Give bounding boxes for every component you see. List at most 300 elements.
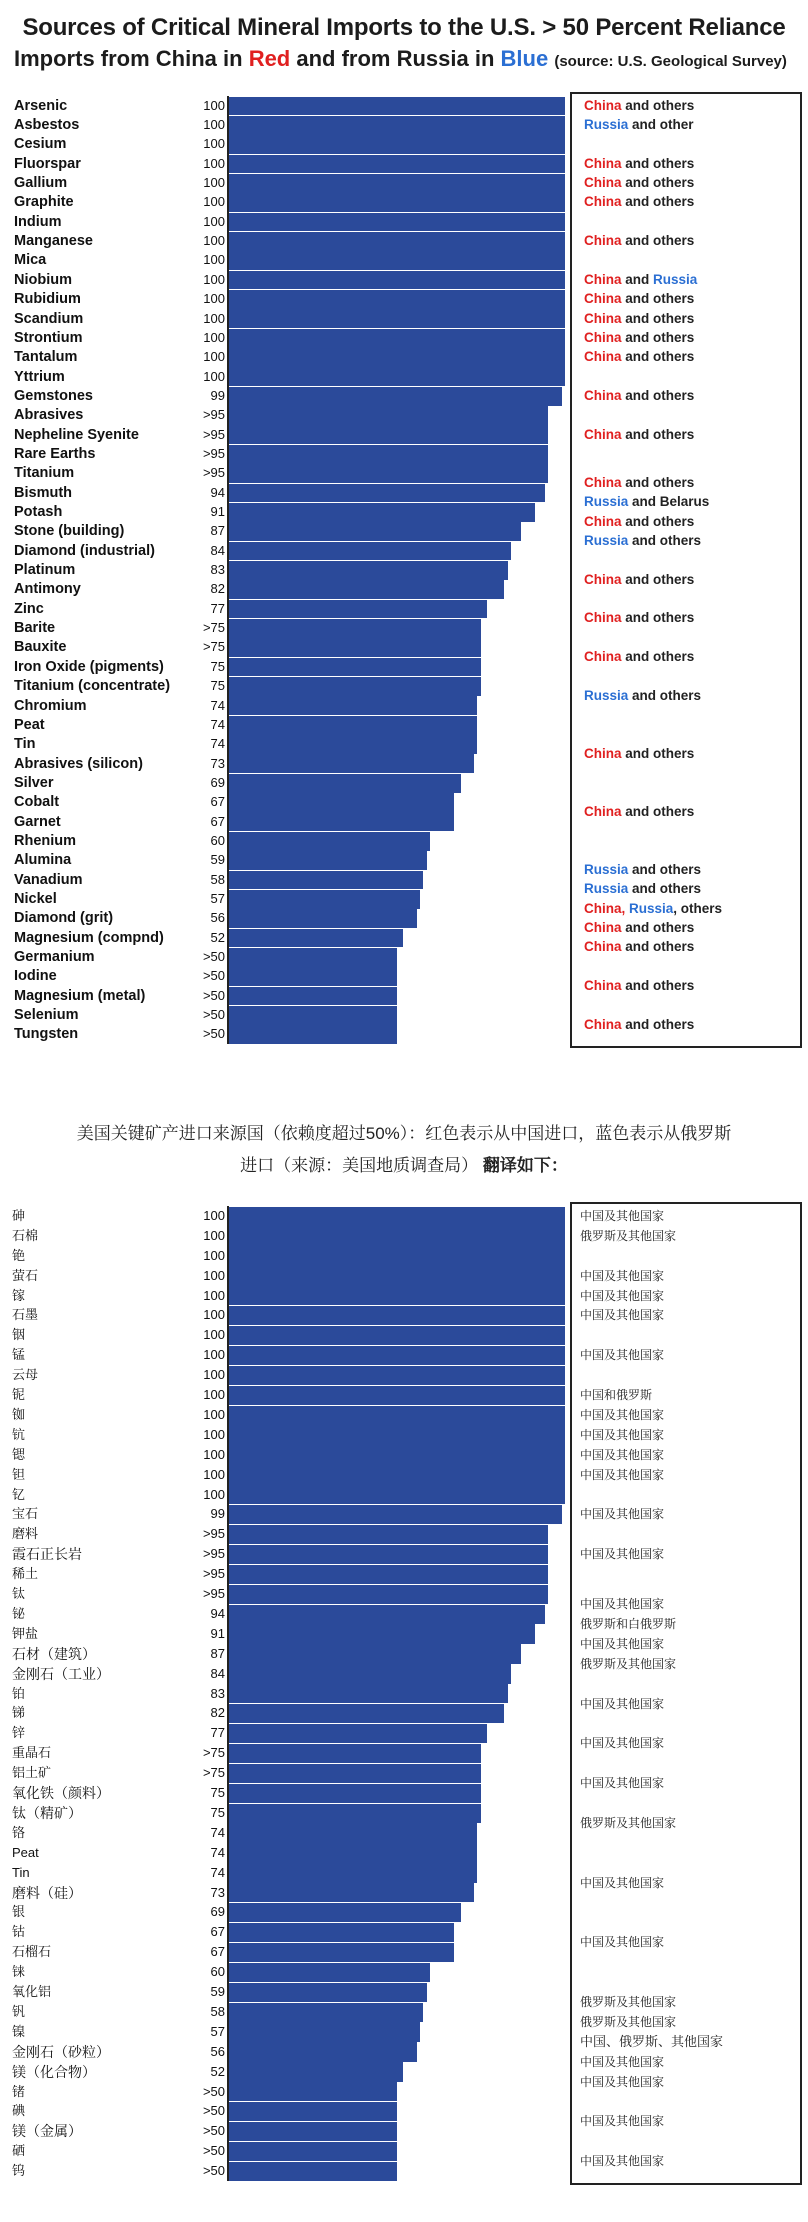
- value-label: 67: [210, 1924, 225, 1940]
- value-label: 100: [203, 117, 225, 133]
- category-label-zh: 石榴石: [12, 1944, 52, 1960]
- note-text: and others: [621, 571, 695, 587]
- subtitle-part-3: and from Russia in: [290, 46, 501, 71]
- note-text: and others: [621, 233, 695, 249]
- category-label-zh: 钪: [12, 1426, 26, 1442]
- category-label: [14, 213, 62, 231]
- category-label: [14, 716, 45, 734]
- category-name: Tungsten: [14, 1026, 79, 1043]
- annotation-note-zh: 中国及其他国家: [580, 2114, 665, 2129]
- value-label: >50: [202, 2083, 225, 2099]
- value-label: 100: [203, 1207, 225, 1223]
- annotation-note-zh: 中国及其他国家: [580, 1935, 665, 1950]
- russia-country: Russia: [584, 533, 629, 549]
- china-country: China: [584, 920, 622, 936]
- bar: [228, 251, 565, 270]
- bar: [228, 1744, 481, 1763]
- category-label-zh: 锶: [12, 1446, 26, 1462]
- category-label: [14, 677, 170, 695]
- category-label-zh: 锰: [12, 1347, 26, 1363]
- category-label: [14, 348, 77, 366]
- subtitle-red-word: Red: [248, 46, 291, 71]
- category-label-zh: 铝土矿: [12, 1765, 52, 1781]
- value-label: >75: [202, 620, 225, 636]
- bar: [228, 1386, 565, 1405]
- china-country: China: [584, 310, 622, 326]
- category-label-zh: 重晶石: [12, 1745, 52, 1761]
- annotation-note-zh: 中国及其他国家: [580, 1467, 665, 1482]
- bar: [228, 967, 397, 986]
- category-label-zh: 铯: [12, 1247, 26, 1263]
- value-label: 100: [203, 1287, 225, 1303]
- value-label: 69: [210, 774, 225, 790]
- category-name: Iron Oxide (pigments): [14, 658, 164, 675]
- value-label: 100: [203, 310, 225, 326]
- category-label-zh: 萤石: [12, 1267, 39, 1283]
- note-text: and others: [628, 687, 702, 703]
- value-label: 100: [203, 1466, 225, 1482]
- category-label: [14, 503, 62, 521]
- bar: [228, 1545, 548, 1564]
- china-country: China: [584, 349, 622, 365]
- category-label-zh: 铌: [12, 1387, 26, 1403]
- bar: [228, 1346, 565, 1365]
- note-text: and others: [621, 291, 695, 307]
- category-label: [14, 697, 87, 715]
- category-label: [14, 890, 57, 908]
- chart-source: (source: U.S. Geological Survey): [554, 53, 787, 70]
- category-name: Barite: [14, 620, 56, 637]
- china-country: China: [584, 610, 622, 626]
- annotation-note: [584, 233, 694, 249]
- bar: [228, 987, 397, 1006]
- bar: [228, 1425, 565, 1444]
- category-name: Fluorspar: [14, 155, 81, 172]
- chart-subtitle: [14, 46, 804, 72]
- value-label: 74: [210, 1824, 225, 1840]
- note-text: and others: [621, 978, 695, 994]
- annotation-note-zh: 中国及其他国家: [580, 2074, 665, 2089]
- value-label: 83: [210, 562, 225, 578]
- bar: [228, 871, 423, 890]
- russia-country: Russia: [584, 687, 629, 703]
- category-label: [14, 116, 79, 134]
- category-name: Asbestos: [14, 117, 80, 134]
- category-label: [14, 1025, 78, 1043]
- annotation-note: [584, 272, 697, 288]
- value-label: 91: [210, 504, 225, 520]
- value-label: 100: [203, 1446, 225, 1462]
- category-label-zh: 磨料: [12, 1526, 39, 1542]
- category-label-zh: 锗: [12, 2083, 26, 2099]
- annotation-note-zh: 中国及其他国家: [580, 1736, 665, 1751]
- value-label: >95: [202, 445, 225, 461]
- note-text: and others: [621, 610, 695, 626]
- value-label: 100: [203, 1406, 225, 1422]
- category-label: [14, 542, 155, 560]
- category-name: Bauxite: [14, 639, 67, 656]
- category-label: [14, 813, 61, 831]
- translation-caption: [0, 1118, 808, 1182]
- value-label: >95: [202, 1586, 225, 1602]
- bar: [228, 638, 481, 657]
- value-label: 87: [210, 523, 225, 539]
- annotation-note-zh: 俄罗斯及其他国家: [580, 1656, 677, 1671]
- category-label: [14, 832, 76, 850]
- bar: [228, 2082, 397, 2101]
- annotation-note: [584, 514, 694, 530]
- category-name: Titanium (concentrate): [14, 678, 171, 695]
- china-country: China: [584, 155, 622, 171]
- category-label-zh: 钒: [12, 2003, 26, 2019]
- bar: [228, 774, 461, 793]
- note-text: and others: [621, 745, 695, 761]
- axis-baseline: [227, 96, 229, 1044]
- china-country: China: [584, 271, 622, 287]
- category-label-zh: 硒: [12, 2143, 26, 2159]
- value-label: >50: [202, 987, 225, 1003]
- bar: [228, 1624, 535, 1643]
- value-label: 99: [210, 1506, 225, 1522]
- value-label: 100: [203, 329, 225, 345]
- category-label: [14, 97, 67, 115]
- china-country: China: [584, 745, 622, 761]
- value-label: 74: [210, 697, 225, 713]
- category-label-zh: 铬: [12, 1824, 26, 1840]
- value-label: 60: [210, 832, 225, 848]
- value-label: >50: [202, 1026, 225, 1042]
- bar: [228, 1923, 454, 1942]
- china-country: China: [584, 97, 622, 113]
- note-text: and others: [621, 426, 695, 442]
- bar: [228, 793, 454, 812]
- value-label: 67: [210, 1944, 225, 1960]
- annotation-note: [584, 475, 694, 491]
- value-label: 100: [203, 1267, 225, 1283]
- annotation-note: [584, 388, 694, 404]
- bar: [228, 1326, 565, 1345]
- annotation-note-zh: 中国及其他国家: [580, 1407, 665, 1422]
- category-label-zh: 铷: [12, 1406, 26, 1422]
- category-name: Strontium: [14, 329, 83, 346]
- china-country: China: [584, 233, 622, 249]
- bar: [228, 1406, 565, 1425]
- russia-country: Russia: [629, 900, 674, 916]
- category-name: Tantalum: [14, 349, 78, 366]
- category-label: [14, 735, 35, 753]
- category-label-zh: 钛: [12, 1586, 26, 1602]
- annotation-note-zh: 中国及其他国家: [580, 1308, 665, 1323]
- category-label-zh: 铼: [12, 1964, 26, 1980]
- annotation-note: [584, 427, 694, 443]
- category-label-zh: 钽: [12, 1466, 26, 1482]
- category-label: [14, 135, 66, 153]
- annotation-note-zh: 中国及其他国家: [580, 1507, 665, 1522]
- value-label: 77: [210, 1725, 225, 1741]
- category-label: [14, 755, 143, 773]
- category-label-zh: 石棉: [12, 1227, 39, 1243]
- bar: [228, 1823, 477, 1842]
- category-label-zh: 钴: [12, 1924, 26, 1940]
- annotation-note-zh: 中国及其他国家: [580, 2054, 665, 2069]
- annotation-note-zh: 俄罗斯及其他国家: [580, 1228, 677, 1243]
- category-label-zh: 镍: [12, 2023, 26, 2039]
- category-label: [14, 290, 81, 308]
- annotation-note: [584, 156, 694, 172]
- value-label: 100: [203, 1327, 225, 1343]
- annotation-note: [584, 688, 701, 704]
- value-label: 74: [210, 1864, 225, 1880]
- china-country: China: [584, 939, 622, 955]
- bar: [228, 1883, 474, 1902]
- bar: [228, 116, 565, 135]
- bar: [228, 1366, 565, 1385]
- value-label: 75: [210, 1804, 225, 1820]
- bar: [228, 696, 477, 715]
- value-label: 58: [210, 2003, 225, 2019]
- annotation-note: [584, 494, 709, 510]
- bar: [228, 97, 565, 116]
- subtitle-part-1: Imports from China in: [14, 46, 249, 71]
- china-country: China: [584, 1016, 622, 1032]
- annotation-note: [584, 901, 722, 917]
- value-label: 100: [203, 155, 225, 171]
- bar: [228, 677, 481, 696]
- china-country: China: [584, 649, 622, 665]
- category-label-zh: 锑: [12, 1705, 26, 1721]
- bar: [228, 1006, 397, 1025]
- annotation-note: [584, 649, 694, 665]
- bar: [228, 271, 565, 290]
- value-label: 100: [203, 136, 225, 152]
- value-label: 77: [210, 600, 225, 616]
- value-label: >75: [202, 639, 225, 655]
- bar: [228, 1644, 521, 1663]
- china-country: China: [584, 175, 622, 191]
- china-country: China: [584, 475, 622, 490]
- bar: [228, 135, 565, 154]
- value-label: >50: [202, 968, 225, 984]
- note-text: and others: [621, 97, 695, 113]
- category-label: [14, 445, 95, 463]
- value-label: 58: [210, 871, 225, 887]
- note-text: and others: [628, 881, 702, 897]
- category-label-zh: 铟: [12, 1327, 26, 1343]
- value-label: 100: [203, 1387, 225, 1403]
- bar: [228, 1605, 545, 1624]
- value-label: >95: [202, 1526, 225, 1542]
- category-name: Germanium: [14, 949, 95, 966]
- category-label: [14, 406, 83, 424]
- value-label: >50: [202, 2163, 225, 2179]
- value-label: >95: [202, 465, 225, 481]
- category-name: Scandium: [14, 310, 84, 327]
- category-label: [14, 155, 81, 173]
- chart-title: Sources of Critical Mineral Imports to the U.S. > 50 Percent Reliance: [22, 14, 786, 41]
- category-name: Titanium: [14, 465, 75, 482]
- bar: [228, 193, 565, 212]
- axis-baseline: [227, 1206, 229, 2181]
- bar: [228, 890, 420, 909]
- value-label: 91: [210, 1625, 225, 1641]
- value-label: 74: [210, 716, 225, 732]
- russia-country: Russia: [584, 862, 629, 877]
- value-label: 100: [203, 1247, 225, 1263]
- note-text: and other: [628, 117, 694, 133]
- bar: [228, 484, 545, 503]
- value-label: 99: [210, 387, 225, 403]
- category-label: [14, 929, 164, 947]
- bar: [228, 445, 548, 464]
- note-text: and others: [628, 533, 702, 549]
- category-name: Platinum: [14, 562, 76, 579]
- category-label: [14, 368, 65, 386]
- bar: [228, 2022, 420, 2041]
- category-name: Abrasives: [14, 407, 84, 424]
- value-label: 100: [203, 1347, 225, 1363]
- bar: [228, 754, 474, 773]
- value-label: 75: [210, 1785, 225, 1801]
- category-label: [14, 774, 54, 792]
- value-label: 60: [210, 1964, 225, 1980]
- bar: [228, 1903, 461, 1922]
- value-label: 56: [210, 910, 225, 926]
- bar: [228, 1863, 477, 1882]
- note-text: and others: [621, 939, 695, 955]
- bar: [228, 2122, 397, 2141]
- value-label: 52: [210, 2063, 225, 2079]
- bar: [228, 1445, 565, 1464]
- annotation-note: [584, 862, 701, 878]
- value-label: 100: [203, 368, 225, 384]
- value-label: 100: [203, 1426, 225, 1442]
- category-label: [14, 387, 93, 405]
- annotation-note-zh: 俄罗斯及其他国家: [580, 2014, 677, 2029]
- bar: [228, 155, 565, 174]
- category-name: Selenium: [14, 1007, 79, 1024]
- annotation-note: [584, 572, 694, 588]
- category-label: [14, 329, 82, 347]
- annotation-note-zh: 中国及其他国家: [580, 1696, 665, 1711]
- bar: [228, 735, 477, 754]
- china-country: China: [584, 426, 622, 442]
- value-label: 57: [210, 891, 225, 907]
- annotation-note-zh: 俄罗斯及其他国家: [580, 1995, 677, 2009]
- category-label-zh: 碘: [12, 2103, 26, 2119]
- bar: [228, 1565, 548, 1584]
- value-label: 83: [210, 1685, 225, 1701]
- translation-caption-suffix: 翻译如下：: [482, 1156, 568, 1175]
- bar: [228, 2042, 417, 2061]
- category-name: Tin: [14, 736, 36, 753]
- category-name: Antimony: [14, 581, 81, 598]
- category-label: [14, 851, 71, 869]
- annotation-note-zh: 中国及其他国家: [580, 1547, 665, 1562]
- category-name: Graphite: [14, 194, 74, 211]
- value-label: >50: [202, 2143, 225, 2159]
- value-label: 82: [210, 581, 225, 597]
- category-label-zh: 磨料（硅）: [12, 1884, 82, 1901]
- annotation-note-zh: 中国及其他国家: [580, 1636, 665, 1651]
- bar: [228, 348, 565, 367]
- category-label: [14, 658, 164, 676]
- category-name: Indium: [14, 213, 62, 230]
- annotation-note-zh: 中国及其他国家: [580, 1268, 665, 1283]
- category-label: [14, 310, 83, 328]
- bar: [228, 1286, 565, 1305]
- bar: [228, 832, 430, 851]
- value-label: 57: [210, 2023, 225, 2039]
- value-label: 100: [203, 175, 225, 191]
- value-label: 67: [210, 794, 225, 810]
- bar: [228, 1804, 481, 1823]
- annotation-note: [584, 291, 694, 307]
- note-text: and others: [628, 862, 702, 877]
- category-label: [14, 464, 74, 482]
- category-name: Garnet: [14, 813, 61, 830]
- note-text: and others: [621, 310, 695, 326]
- bar: [228, 1843, 477, 1862]
- bar: [228, 1266, 565, 1285]
- category-name: Chromium: [14, 697, 87, 714]
- category-label-zh: 砷: [12, 1207, 26, 1223]
- category-label-zh: 氧化铝: [12, 1984, 52, 2000]
- category-label: [14, 600, 44, 618]
- bar: [228, 1764, 481, 1783]
- category-name: Diamond (grit): [14, 910, 114, 927]
- value-label: 74: [210, 736, 225, 752]
- category-label: [14, 484, 72, 502]
- china-country: China: [584, 387, 622, 403]
- category-label: [14, 967, 57, 985]
- value-label: >50: [202, 1007, 225, 1023]
- bar: [228, 1306, 565, 1325]
- category-name: Iodine: [14, 968, 57, 985]
- bar: [228, 1983, 427, 2002]
- note-text: and others: [621, 155, 695, 171]
- category-label: [14, 580, 81, 598]
- bar: [228, 1485, 565, 1504]
- category-name: Vanadium: [14, 871, 83, 888]
- value-label: 59: [210, 1984, 225, 2000]
- value-label: 75: [210, 678, 225, 694]
- value-label: 69: [210, 1904, 225, 1920]
- note-text: and: [621, 271, 654, 287]
- bar: [228, 290, 565, 309]
- category-label-zh: 铋: [12, 1605, 26, 1621]
- category-label: [14, 871, 83, 889]
- category-label-zh: 钨: [12, 2163, 26, 2179]
- bar: [228, 367, 565, 386]
- category-label-zh: 银: [12, 1904, 26, 1920]
- russia-country: Russia: [653, 271, 698, 287]
- bar: [228, 522, 521, 541]
- bar: [228, 1246, 565, 1265]
- bar: [228, 1207, 565, 1226]
- category-name: Peat: [14, 716, 45, 733]
- china-country: China: [584, 571, 622, 587]
- value-label: 87: [210, 1645, 225, 1661]
- category-name: Nepheline Syenite: [14, 426, 139, 443]
- category-name: Nickel: [14, 891, 57, 908]
- value-label: 94: [210, 484, 225, 500]
- category-label-zh: 霞石正长岩: [12, 1546, 82, 1563]
- value-label: >95: [202, 1546, 225, 1562]
- value-label: 100: [203, 291, 225, 307]
- bar: [228, 309, 565, 328]
- value-label: 82: [210, 1705, 225, 1721]
- annotation-note: [584, 1017, 694, 1033]
